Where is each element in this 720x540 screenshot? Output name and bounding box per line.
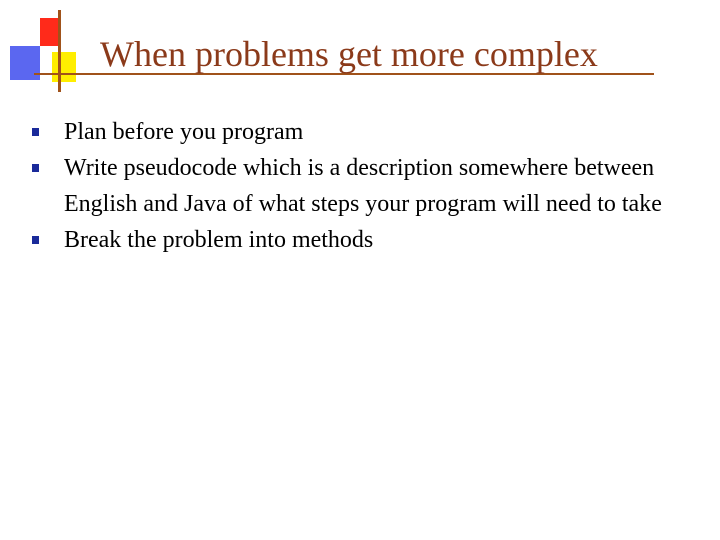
- bullet-item: [0, 150, 720, 222]
- square-bullet-icon: [32, 164, 39, 172]
- logo-red-square: [40, 18, 60, 46]
- bullet-text: Plan before you program: [64, 119, 304, 145]
- slide-logo-icon: [0, 0, 110, 100]
- logo-yellow-square: [52, 52, 76, 82]
- slide-title: When problems get more complex: [100, 34, 598, 74]
- bullet-text: Write pseudocode which is a description somewhere between English and Java of what steps your program will need to take: [64, 155, 662, 217]
- logo-vertical-line: [58, 10, 61, 92]
- square-bullet-icon: [32, 128, 39, 136]
- bullet-item: [0, 222, 720, 258]
- bullet-text: Break the problem into methods: [64, 227, 374, 253]
- square-bullet-icon: [32, 236, 39, 244]
- bullet-item: [0, 114, 720, 150]
- bullet-list: [0, 114, 720, 258]
